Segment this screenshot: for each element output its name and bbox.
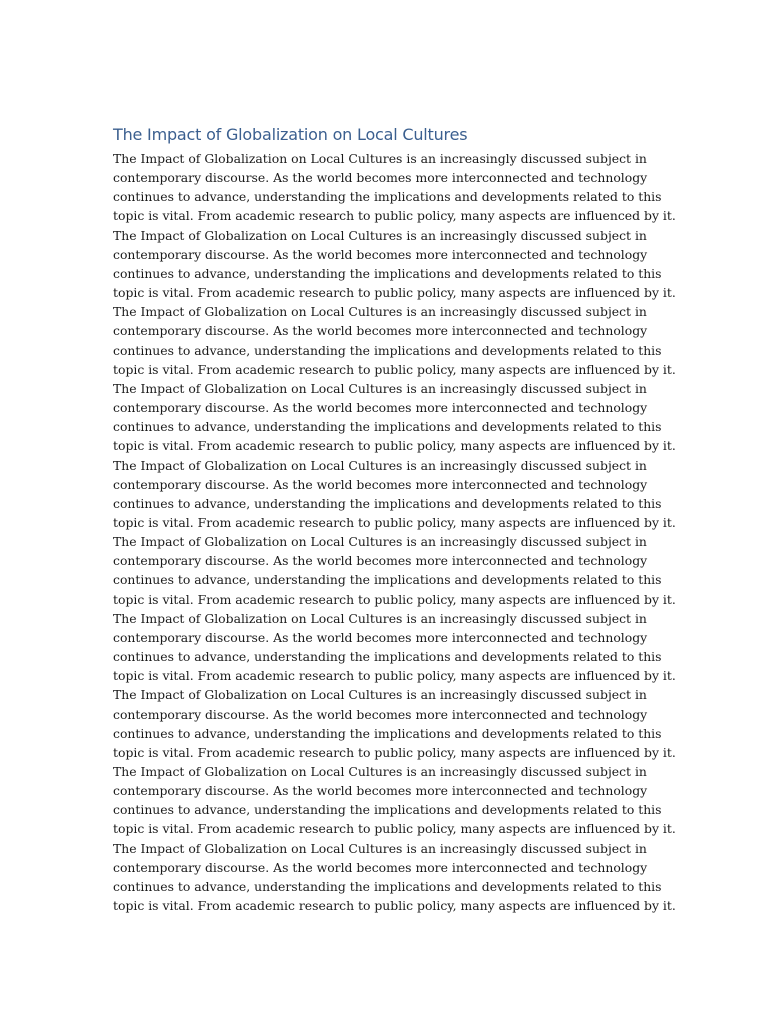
body-text-line: topic is vital. From academic research to public policy, many aspects are influenced by it.	[113, 361, 676, 377]
body-text-line: contemporary discourse. As the world becomes more interconnected and technology	[113, 859, 648, 875]
body-text-line: The Impact of Globalization on Local Cultures is an increasingly discussed subject in	[113, 304, 647, 320]
body-text-line: topic is vital. From academic research to public policy, many aspects are influenced by it.	[113, 744, 676, 760]
document-body	[113, 149, 676, 915]
body-text-line: The Impact of Globalization on Local Cultures is an increasingly discussed subject in	[113, 151, 647, 166]
body-text-line: continues to advance, understanding the implications and developments related to this	[113, 572, 662, 588]
body-text-line: The Impact of Globalization on Local Cultures is an increasingly discussed subject in	[113, 687, 647, 703]
body-text-line: continues to advance, understanding the implications and developments related to this	[113, 189, 662, 205]
body-text-line: continues to advance, understanding the implications and developments related to this	[113, 878, 662, 894]
body-text-line: The Impact of Globalization on Local Cultures is an increasingly discussed subject in	[113, 457, 647, 473]
body-text-line: The Impact of Globalization on Local Cultures is an increasingly discussed subject in	[113, 840, 647, 856]
body-text-line: continues to advance, understanding the implications and developments related to this	[113, 495, 662, 511]
body-text-line: contemporary discourse. As the world becomes more interconnected and technology	[113, 783, 648, 799]
body-text-line: The Impact of Globalization on Local Cultures is an increasingly discussed subject in	[113, 534, 647, 550]
body-text-line: continues to advance, understanding the implications and developments related to this	[113, 265, 662, 281]
body-text-line: topic is vital. From academic research to public policy, many aspects are influenced by it.	[113, 438, 676, 454]
body-text-line: continues to advance, understanding the implications and developments related to this	[113, 342, 662, 358]
body-text-line: contemporary discourse. As the world becomes more interconnected and technology	[113, 476, 648, 492]
body-text-line: continues to advance, understanding the implications and developments related to this	[113, 419, 662, 435]
body-text-line: contemporary discourse. As the world becomes more interconnected and technology	[113, 629, 648, 645]
body-text-line: contemporary discourse. As the world becomes more interconnected and technology	[113, 246, 648, 262]
body-text-line: topic is vital. From academic research to public policy, many aspects are influenced by it.	[113, 208, 676, 224]
body-text-line: The Impact of Globalization on Local Cultures is an increasingly discussed subject in	[113, 380, 647, 396]
body-text-line: contemporary discourse. As the world becomes more interconnected and technology	[113, 323, 648, 339]
body-text-line: The Impact of Globalization on Local Cultures is an increasingly discussed subject in	[113, 227, 647, 243]
body-text-line: topic is vital. From academic research to public policy, many aspects are influenced by it.	[113, 514, 676, 530]
body-text-line: The Impact of Globalization on Local Cultures is an increasingly discussed subject in	[113, 764, 647, 779]
body-text-line: topic is vital. From academic research to public policy, many aspects are influenced by it.	[113, 821, 676, 837]
body-text-line: topic is vital. From academic research to public policy, many aspects are influenced by it.	[113, 285, 676, 301]
body-text-line: topic is vital. From academic research to public policy, many aspects are influenced by it.	[113, 668, 676, 684]
body-text-line: topic is vital. From academic research to public policy, many aspects are influenced by it.	[113, 591, 676, 607]
body-text-line: continues to advance, understanding the implications and developments related to this	[113, 725, 662, 741]
body-text-line: contemporary discourse. As the world becomes more interconnected and technology	[113, 400, 648, 416]
body-text-line: contemporary discourse. As the world becomes more interconnected and technology	[113, 170, 648, 186]
body-text-line: continues to advance, understanding the implications and developments related to this	[113, 802, 662, 818]
body-text-line: topic is vital. From academic research to public policy, many aspects are influenced by it.	[113, 898, 676, 914]
body-text-line: contemporary discourse. As the world becomes more interconnected and technology	[113, 706, 648, 722]
body-text-line: continues to advance, understanding the implications and developments related to this	[113, 649, 662, 665]
body-text-line: The Impact of Globalization on Local Cultures is an increasingly discussed subject in	[113, 610, 647, 626]
body-text-line: contemporary discourse. As the world becomes more interconnected and technology	[113, 553, 648, 569]
document-title: The Impact of Globalization on Local Cultures	[113, 125, 468, 144]
